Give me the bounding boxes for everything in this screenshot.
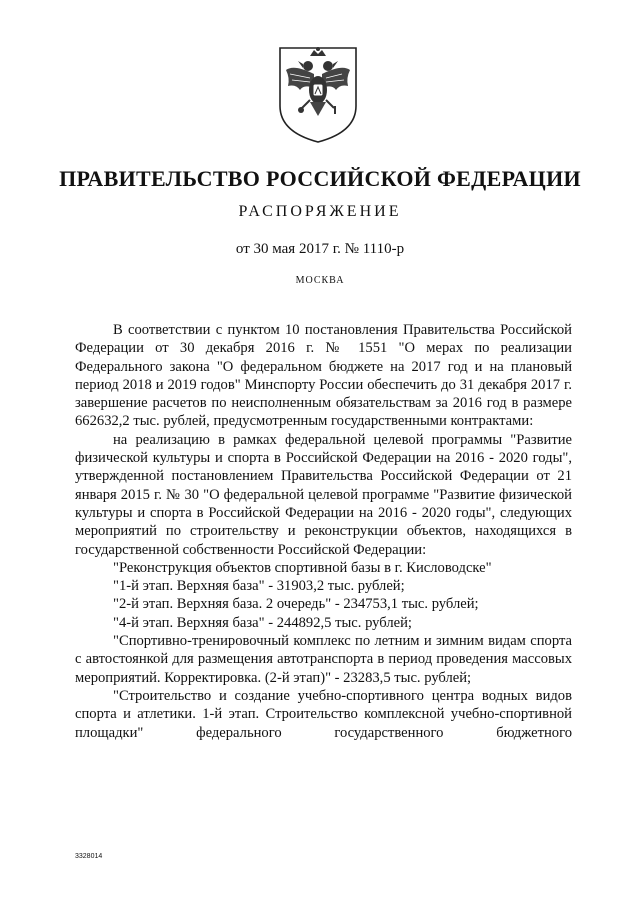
paragraph-program: на реализацию в рамках федеральной целевой программы "Развитие физической культуры и спорта в Российской Федерации на 2016 - 2020 годы", утвержденной постановлением Правительства Российской Федерации от 21 января 2015 г. № 30 "О федеральной целевой программе "Развитие физической культуры и спорта в Российской Федерации на 2016 - 2020 годы", следующих мероприятий по строительству и реконструкции объектов, находящихся в государственной собственности Российской Федерации: xyxy=(75,431,572,558)
document-code: 3328014 xyxy=(75,853,103,860)
list-item: "4-й этап. Верхняя база" - 244892,5 тыс. рублей; xyxy=(113,614,412,631)
issuer-title: ПРАВИТЕЛЬСТВО РОССИЙСКОЙ ФЕДЕРАЦИИ xyxy=(59,166,581,191)
document-type: РАСПОРЯЖЕНИЕ xyxy=(238,203,402,220)
document-city: МОСКВА xyxy=(295,275,345,286)
list-item: "2-й этап. Верхняя база. 2 очередь" - 234753,1 тыс. рублей; xyxy=(113,596,479,613)
list-item: "Реконструкция объектов спортивной базы в г. Кисловодске" xyxy=(113,559,492,576)
document-date-number: от 30 мая 2017 г. № 1110-р xyxy=(235,241,405,257)
list-item: "1-й этап. Верхняя база" - 31903,2 тыс. рублей; xyxy=(113,578,405,595)
russian-coat-of-arms-icon xyxy=(274,44,362,144)
paragraph-intro: В соответствии с пунктом 10 постановления Правительства Российской Федерации от 30 декабря 2016 г. № 1551 "О мерах по реализации Федерального закона "О федеральном бюджете на 2017 год и на плановый период 2018 и 2019 годов" Минспорту России обеспечить до 31 декабря 2017 г. завершение расчетов по неисполненным обязательствам за 2016 год в размере 662632,2 тыс. рублей, предусмотренным государственными контрактами: xyxy=(75,322,572,430)
list-item: "Спортивно-тренировочный комплекс по летним и зимним видам спорта с автостоянкой для размещения автотранспорта в период проведения массовых мероприятий. Корректировка. (2-й этап)" - 23283,5 тыс. рублей; xyxy=(75,633,572,686)
list-item: "Строительство и создание учебно-спортивного центра водных видов спорта и атлетики. 1-й этап. Строительство комплексной учебно-спортивной площадки" федерального государственного бюджетного xyxy=(75,687,572,741)
document-body xyxy=(75,321,572,742)
